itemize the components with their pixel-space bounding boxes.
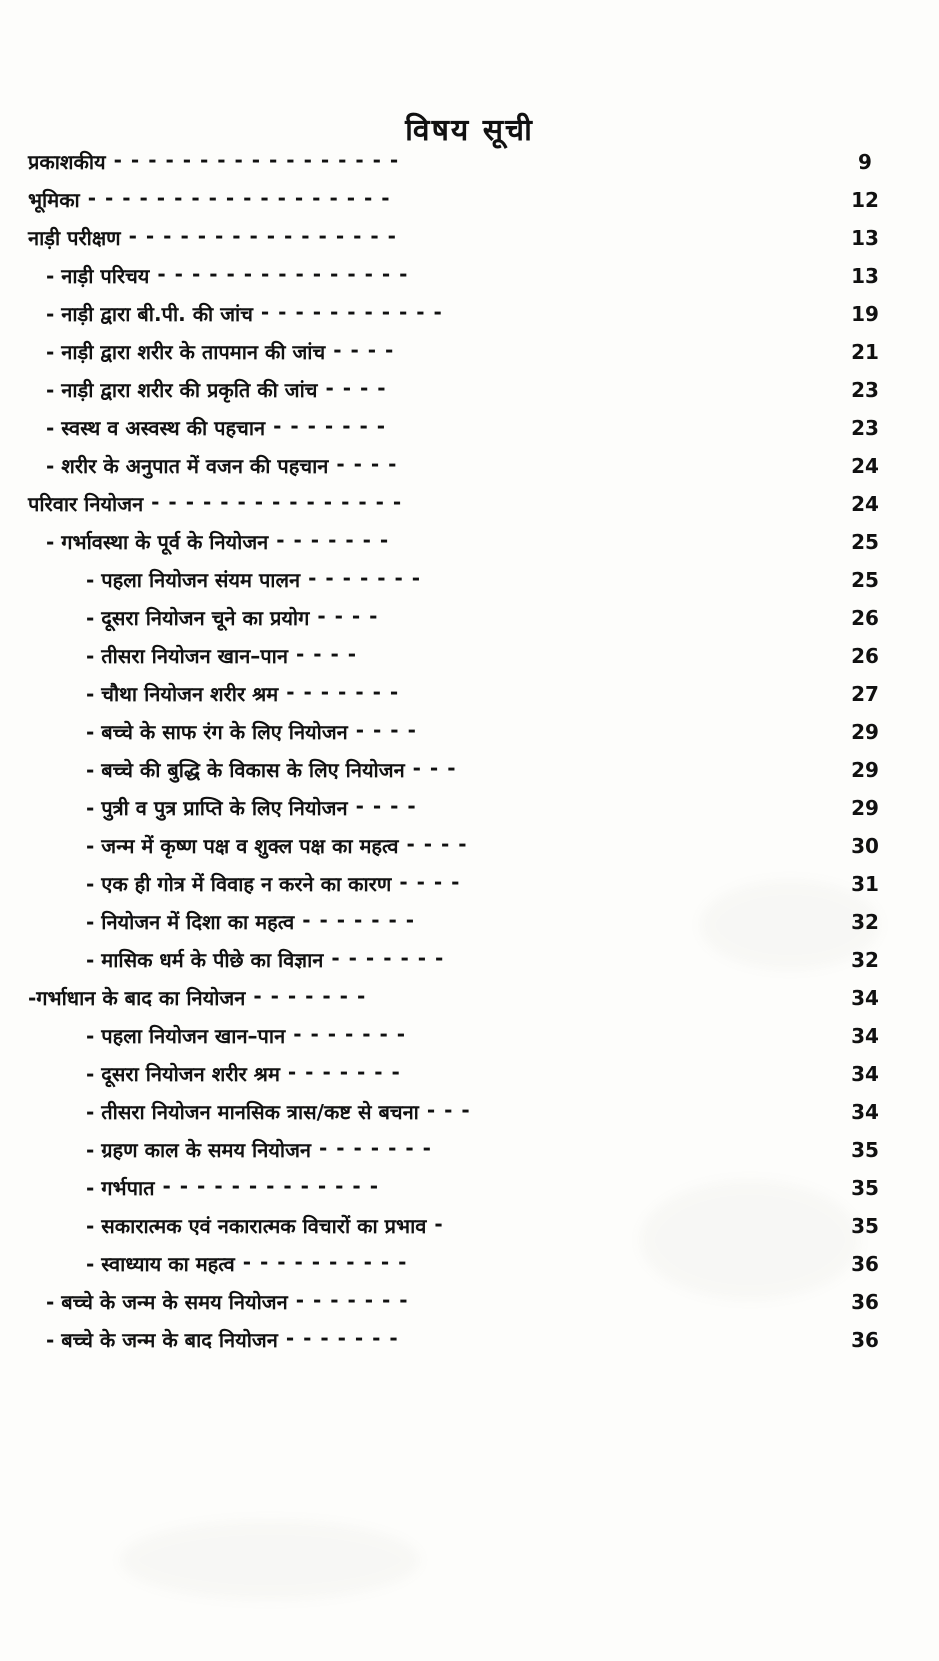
toc-leader: - - - - - - - bbox=[285, 1326, 399, 1350]
toc-entry[interactable] bbox=[28, 680, 911, 718]
toc-leader: - - - - - - - bbox=[308, 566, 422, 590]
toc-entry[interactable] bbox=[28, 1060, 911, 1098]
toc-leader: - - - - - - - - - - - - - bbox=[162, 1174, 379, 1198]
toc-entry-label: - नाड़ी द्वारा बी.पी. की जांच bbox=[46, 302, 253, 326]
toc-page-number: 25 bbox=[851, 530, 879, 554]
toc-entry-label: - बच्चे के जन्म के बाद नियोजन bbox=[46, 1328, 278, 1352]
toc-leader: - - - - bbox=[333, 338, 395, 362]
toc-entry[interactable] bbox=[28, 1288, 911, 1326]
toc-page-number: 23 bbox=[851, 416, 879, 440]
toc-leader: - - - - - - - - - - - - - - - - - - bbox=[87, 186, 391, 210]
toc-page-number: 34 bbox=[851, 986, 879, 1010]
toc-entry[interactable] bbox=[28, 946, 911, 984]
toc-page-number: 30 bbox=[851, 834, 879, 858]
toc-entry-label: - चौथा नियोजन शरीर श्रम bbox=[86, 682, 279, 706]
toc-entry[interactable] bbox=[28, 1250, 911, 1288]
toc-entry-label: - मासिक धर्म के पीछे का विज्ञान bbox=[86, 948, 324, 972]
toc-entry-label: - सकारात्मक एवं नकारात्मक विचारों का प्रभाव bbox=[86, 1214, 427, 1238]
toc-entry-label: - शरीर के अनुपात में वजन की पहचान bbox=[46, 454, 329, 478]
toc-leader: - - - - - - - bbox=[319, 1136, 432, 1160]
toc-entry-label: - गर्भपात bbox=[86, 1176, 155, 1200]
toc-entry[interactable] bbox=[28, 1136, 911, 1174]
toc-leader: - - - - - - - - - - - bbox=[260, 300, 443, 324]
toc-entry-label: - पहला नियोजन संयम पालन bbox=[86, 568, 301, 592]
toc-page-number: 13 bbox=[851, 264, 879, 288]
toc-entry[interactable] bbox=[28, 642, 911, 680]
toc-page-number: 31 bbox=[851, 872, 879, 896]
toc-entry[interactable] bbox=[28, 1212, 911, 1250]
toc-page-number: 34 bbox=[851, 1062, 879, 1086]
toc-page-number: 34 bbox=[851, 1024, 879, 1048]
toc-page-number: 24 bbox=[851, 454, 879, 478]
toc-page-number: 36 bbox=[851, 1252, 879, 1276]
toc-entry[interactable] bbox=[28, 1326, 911, 1364]
toc-leader: - - - - bbox=[325, 376, 387, 400]
table-of-contents bbox=[28, 148, 911, 1364]
toc-entry[interactable] bbox=[28, 1022, 911, 1060]
toc-entry[interactable] bbox=[28, 300, 911, 338]
toc-leader: - - - - - - - - - - - - - - - - bbox=[128, 224, 397, 248]
toc-leader: - - - - - - - bbox=[295, 1288, 409, 1312]
toc-entry[interactable] bbox=[28, 528, 911, 566]
toc-entry-label: - बच्चे के जन्म के समय नियोजन bbox=[46, 1290, 288, 1314]
toc-page-number: 12 bbox=[851, 188, 879, 212]
toc-entry-label: - तीसरा नियोजन मानसिक त्रास/कष्ट से बचना bbox=[86, 1100, 419, 1124]
toc-page-number: 35 bbox=[851, 1214, 879, 1238]
toc-entry[interactable] bbox=[28, 718, 911, 756]
toc-entry[interactable] bbox=[28, 262, 911, 300]
toc-leader: - - - - - - - - - - - - - - - - - bbox=[113, 148, 400, 172]
toc-leader: - - - - - - - bbox=[287, 1060, 401, 1084]
toc-leader: - - - bbox=[426, 1098, 471, 1122]
toc-page-number: 25 bbox=[851, 568, 879, 592]
toc-leader: - - - - - - - - - - - - - - - bbox=[151, 490, 403, 514]
toc-entry-label: - पहला नियोजन खान–पान bbox=[86, 1024, 286, 1048]
toc-leader: - - - - bbox=[355, 794, 417, 818]
toc-leader: - - - - bbox=[399, 870, 461, 894]
toc-entry-label: - स्वाध्याय का महत्व bbox=[86, 1252, 235, 1276]
toc-page-number: 29 bbox=[851, 796, 879, 820]
toc-leader: - - - - - - - bbox=[302, 908, 416, 932]
toc-entry[interactable] bbox=[28, 148, 911, 186]
toc-leader: - - - - - - - bbox=[293, 1022, 407, 1046]
toc-entry-label: - ग्रहण काल के समय नियोजन bbox=[86, 1138, 312, 1162]
toc-entry-label: - तीसरा नियोजन खान–पान bbox=[86, 644, 288, 668]
toc-entry-label: -गर्भाधान के बाद का नियोजन bbox=[28, 986, 246, 1010]
toc-page-number: 32 bbox=[851, 948, 879, 972]
toc-entry-label: - बच्चे की बुद्धि के विकास के लिए नियोजन bbox=[86, 758, 405, 782]
toc-page-number: 34 bbox=[851, 1100, 879, 1124]
toc-page-number: 35 bbox=[851, 1176, 879, 1200]
toc-entry[interactable] bbox=[28, 794, 911, 832]
toc-entry[interactable] bbox=[28, 908, 911, 946]
toc-page-number: 36 bbox=[851, 1328, 879, 1352]
toc-leader: - - - - - - - bbox=[286, 680, 400, 704]
toc-entry-label: - गर्भावस्था के पूर्व के नियोजन bbox=[46, 530, 269, 554]
toc-entry-label: - जन्म में कृष्ण पक्ष व शुक्ल पक्ष का महत्व bbox=[86, 834, 399, 858]
toc-entry-label: - बच्चे के साफ रंग के लिए नियोजन bbox=[86, 720, 348, 744]
toc-entry[interactable] bbox=[28, 870, 911, 908]
toc-page-number: 35 bbox=[851, 1138, 879, 1162]
toc-page-number: 29 bbox=[851, 758, 879, 782]
toc-page-number: 27 bbox=[851, 682, 879, 706]
toc-leader: - - - bbox=[412, 756, 457, 780]
toc-leader: - - - - - - - bbox=[253, 984, 367, 1008]
toc-entry-label: नाड़ी परीक्षण bbox=[28, 226, 121, 250]
toc-page-number: 19 bbox=[851, 302, 879, 326]
toc-entry-label: - पुत्री व पुत्र प्राप्ति के लिए नियोजन bbox=[86, 796, 348, 820]
page-title: विषय सूची bbox=[405, 113, 534, 148]
toc-entry[interactable] bbox=[28, 832, 911, 870]
toc-entry[interactable] bbox=[28, 1174, 911, 1212]
toc-page-number: 32 bbox=[851, 910, 879, 934]
toc-page-number: 13 bbox=[851, 226, 879, 250]
toc-page-number: 23 bbox=[851, 378, 879, 402]
toc-entry-label: - एक ही गोत्र में विवाह न करने का कारण bbox=[86, 872, 392, 896]
toc-entry-label: - नाड़ी परिचय bbox=[46, 264, 150, 288]
toc-page-number: 24 bbox=[851, 492, 879, 516]
toc-entry[interactable] bbox=[28, 1098, 911, 1136]
toc-leader: - - - - bbox=[317, 604, 379, 628]
toc-page-number: 9 bbox=[858, 150, 872, 174]
toc-entry[interactable] bbox=[28, 414, 911, 452]
toc-entry-label: परिवार नियोजन bbox=[28, 492, 144, 516]
toc-entry-label: - नाड़ी द्वारा शरीर की प्रकृति की जांच bbox=[46, 378, 318, 402]
toc-entry[interactable] bbox=[28, 338, 911, 376]
toc-entry[interactable] bbox=[28, 452, 911, 490]
toc-page-number: 26 bbox=[851, 644, 879, 668]
toc-leader: - - - - - - - - - - bbox=[242, 1250, 408, 1274]
toc-entry[interactable] bbox=[28, 756, 911, 794]
toc-leader: - - - - bbox=[355, 718, 417, 742]
toc-entry-label: - नियोजन में दिशा का महत्व bbox=[86, 910, 295, 934]
toc-leader: - - - - - - - bbox=[331, 946, 445, 970]
toc-entry[interactable] bbox=[28, 604, 911, 642]
toc-entry-label: - नाड़ी द्वारा शरीर के तापमान की जांच bbox=[46, 340, 326, 364]
toc-entry[interactable] bbox=[28, 224, 911, 262]
toc-entry-label: - दूसरा नियोजन चूने का प्रयोग bbox=[86, 606, 310, 630]
toc-entry[interactable] bbox=[28, 566, 911, 604]
toc-leader: - - - - bbox=[406, 832, 468, 856]
toc-leader: - - - - - - - bbox=[276, 528, 390, 552]
toc-leader: - - - - bbox=[295, 642, 358, 666]
toc-entry[interactable] bbox=[28, 984, 911, 1022]
toc-entry[interactable] bbox=[28, 490, 911, 528]
toc-entry-label: भूमिका bbox=[28, 188, 80, 212]
toc-page-number: 29 bbox=[851, 720, 879, 744]
toc-leader: - bbox=[434, 1212, 444, 1236]
toc-entry-label: - स्वस्थ व अस्वस्थ की पहचान bbox=[46, 416, 266, 440]
toc-entry[interactable] bbox=[28, 186, 911, 224]
toc-page-number: 26 bbox=[851, 606, 879, 630]
toc-entry-label: - दूसरा नियोजन शरीर श्रम bbox=[86, 1062, 280, 1086]
toc-entry-label: प्रकाशकीय bbox=[28, 150, 106, 174]
toc-entry[interactable] bbox=[28, 376, 911, 414]
toc-page-number: 21 bbox=[851, 340, 879, 364]
toc-page-number: 36 bbox=[851, 1290, 879, 1314]
toc-leader: - - - - bbox=[336, 452, 398, 476]
toc-leader: - - - - - - - bbox=[273, 414, 387, 438]
paper-smudge bbox=[120, 1520, 420, 1600]
toc-leader: - - - - - - - - - - - - - - - bbox=[157, 262, 409, 286]
